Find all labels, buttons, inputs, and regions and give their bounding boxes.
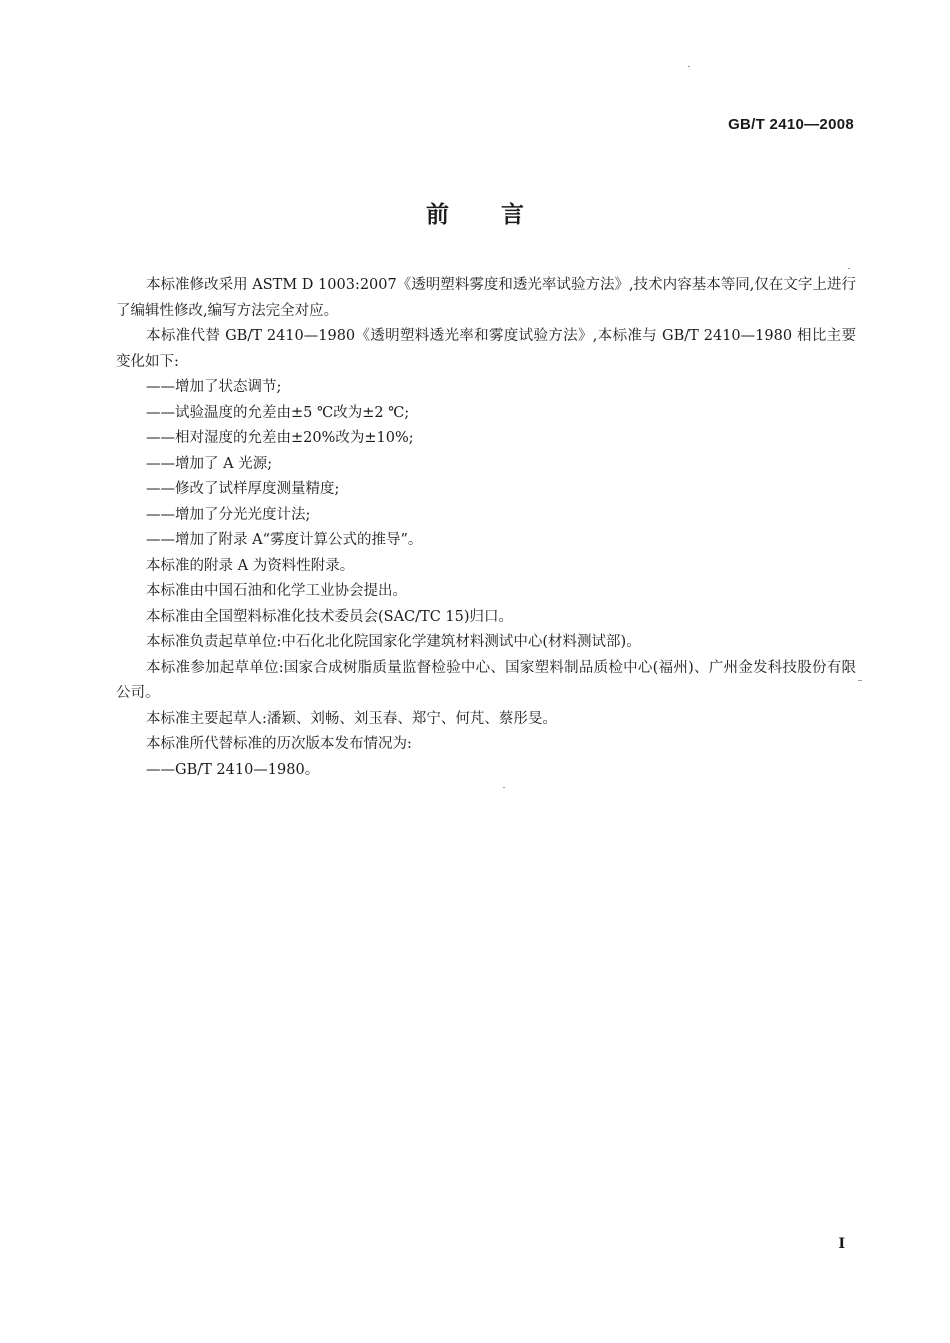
paragraph-drafting-unit: 本标准负责起草单位:中石化北化院国家化学建筑材料测试中心(材料测试部)。	[146, 634, 641, 650]
standard-code: GB/T 2410—2008	[728, 116, 854, 133]
change-item: ——相对湿度的允差由±20%改为±10%;	[146, 430, 414, 446]
history-item: ——GB/T 2410—1980。	[146, 761, 320, 778]
paragraph-history-intro: 本标准所代替标准的历次版本发布情况为:	[146, 736, 412, 752]
change-item: ——试验温度的允差由±5 ℃改为±2 ℃;	[146, 404, 410, 421]
change-item: ——修改了试样厚度测量精度;	[146, 481, 340, 497]
paragraph-drafters: 本标准主要起草人:潘颖、刘畅、刘玉春、郑宁、何芃、蔡彤旻。	[146, 710, 557, 727]
scan-speck	[858, 680, 862, 681]
scan-speck	[503, 787, 505, 788]
change-item: ——增加了分光光度计法;	[146, 506, 311, 523]
paragraph-annex: 本标准的附录 A 为资料性附录。	[146, 557, 355, 574]
change-item: ——增加了状态调节;	[146, 379, 282, 395]
paragraph-committee: 本标准由全国塑料标准化技术委员会(SAC/TC 15)归口。	[146, 608, 514, 625]
page-number: I	[838, 1236, 845, 1252]
page-title: 前言	[426, 202, 576, 228]
paragraph-participating-units: 本标准参加起草单位:国家合成树脂质量监督检验中心、国家塑料制品质检中心(福州)、广州金发科技股份有限公司。	[116, 659, 856, 701]
change-item: ——增加了 A 光源;	[146, 455, 273, 472]
paragraph-adoption: 本标准修改采用 ASTM D 1003:2007《透明塑料雾度和透光率试验方法》,技术内容基本等同,仅在文字上进行了编辑性修改,编写方法完全对应。	[116, 277, 856, 319]
scan-speck	[848, 268, 850, 269]
paragraph-replacement: 本标准代替 GB/T 2410—1980《透明塑料透光率和雾度试验方法》,本标准与 GB/T 2410—1980 相比主要变化如下:	[116, 328, 856, 370]
change-item: ——增加了附录 A“雾度计算公式的推导”。	[146, 532, 423, 548]
paragraph-proposer: 本标准由中国石油和化学工业协会提出。	[146, 583, 407, 599]
foreword-body	[116, 273, 856, 783]
scan-speck	[688, 66, 690, 67]
